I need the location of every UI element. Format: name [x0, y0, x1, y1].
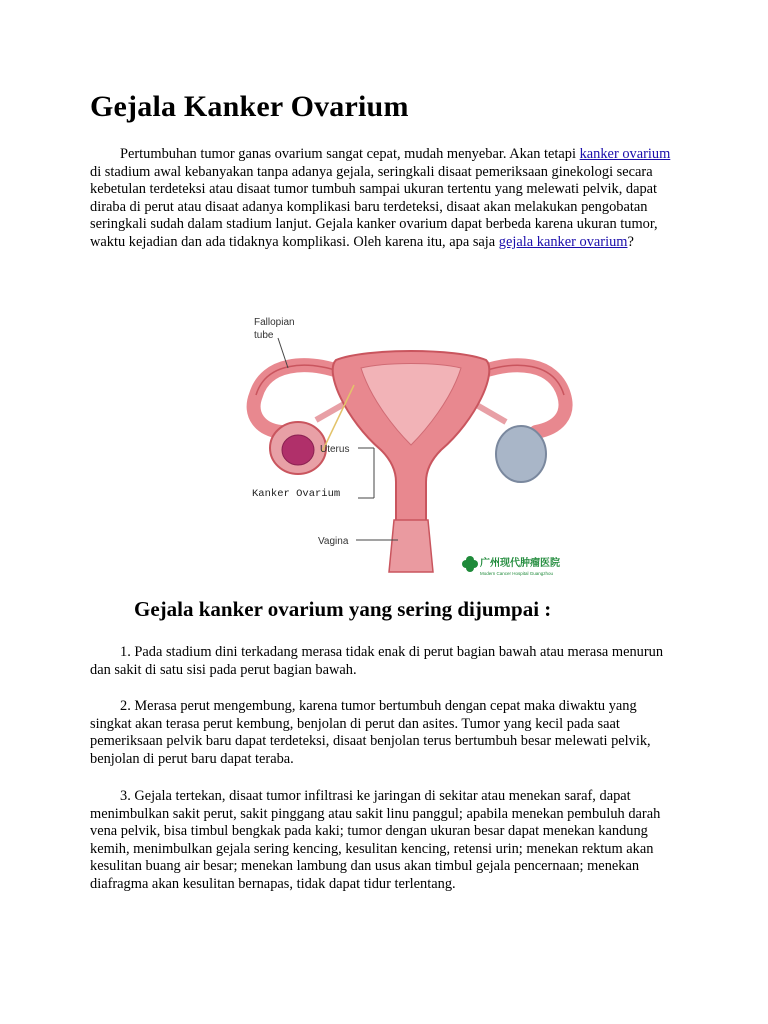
- label-uterus: Uterus: [320, 444, 350, 455]
- uterus-illustration: [236, 310, 582, 580]
- page-title: Gejala Kanker Ovarium: [90, 90, 409, 123]
- symptom-item-2: 2. Merasa perut mengembung, karena tumor bertumbuh dengan cepat maka diwaktu yang singkat akan terasa perut kembung, benjolan di perut dan asites. Tumor yang kecil pada saat pemeriksaan pelvik baru dapat terdeteksi, disaat benjolan terus bertumbuh besar melewati pelvik, benjolan di perut baru dapat teraba.: [90, 698, 651, 767]
- intro-text-2: di stadium awal kebanyakan tanpa adanya gejala, seringkali disaat pemeriksaan ginekologi secara kebetulan terdeteksi atau disaat tumor tumbuh sampai ukuran tertentu yang melewati pelvik, dapat diraba di perut atau disaat adanya komplikasi baru terdeteksi, disaat akan melakukan pengobatan seringkali sudah dalam stadium lanjut. Gejala kanker ovarium dapat berbeda karena ukuran tumor, waktu kejadian dan ada tidaknya komplikasi. Oleh karena itu, apa saja: [90, 163, 658, 250]
- symptom-item-1: 1. Pada stadium dini terkadang merasa tidak enak di perut bagian bawah atau merasa menurun dan sakit di satu sisi pada perut bagian bawah.: [90, 644, 664, 678]
- label-vagina: Vagina: [318, 536, 349, 547]
- intro-text-3: ?: [627, 233, 634, 250]
- ovary-right: [496, 426, 546, 482]
- hospital-logo: [462, 556, 560, 576]
- intro-text-1: Pertumbuhan tumor ganas ovarium sangat cepat, mudah menyebar. Akan tetapi: [120, 146, 580, 162]
- label-fallopian-2: tube: [254, 330, 274, 341]
- symptom-item-3: 3. Gejala tertekan, disaat tumor infiltrasi ke jaringan di sekitar atau menekan saraf, dapat menimbulkan sakit perut, sakit pinggang atau sakit linu panggul; apabila menekan pembuluh darah vena pelvik, bisa timbul bengkak pada kaki; tumor dengan ukuran besar dapat menekan kandung kemih, menimbulkan gejala sering kencing, kesulitan kencing, retensi urin; menekan rektum akan kesulitan buang air besar; menekan lambung dan usus akan timbul gejala pencernaan; menekan diafragma akan kesulitan bernapas, tidak dapat tidur terlentang.: [90, 788, 661, 892]
- link-gejala-kanker-ovarium[interactable]: gejala kanker ovarium: [498, 233, 628, 250]
- logo-text: 广州现代肿瘤医院: [480, 558, 560, 569]
- logo-subtext: Modern Cancer Hospital Guangzhou: [480, 571, 554, 576]
- vagina: [389, 520, 433, 572]
- link-kanker-ovarium[interactable]: kanker ovarium: [579, 146, 671, 162]
- uterus-diagram: [236, 310, 582, 580]
- tumor: [282, 435, 314, 465]
- section-heading: Gejala kanker ovarium yang sering dijumpai :: [134, 597, 552, 621]
- intro-paragraph: [90, 146, 678, 252]
- label-fallopian-1: Fallopian: [254, 317, 295, 328]
- label-kanker-ovarium: Kanker Ovarium: [252, 488, 341, 500]
- fallopian-tube-right: [481, 365, 566, 432]
